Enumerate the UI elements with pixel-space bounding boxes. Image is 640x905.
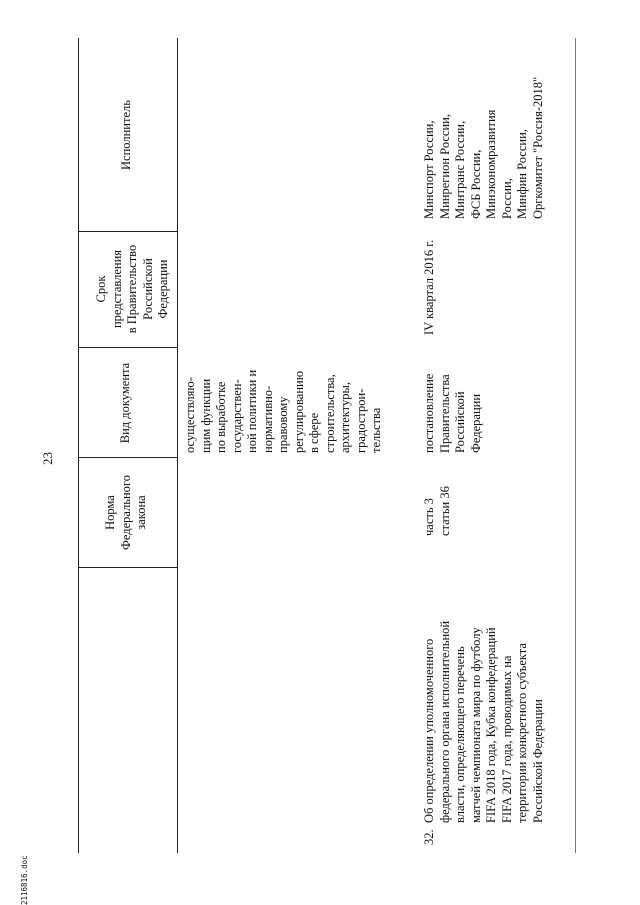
row-executor: Минспорт России, Минрегион России, Минтранс России, ФСБ России, Минэкономразвития России, Минфин России, Оргкомитет "Россия-2018": [422, 76, 545, 219]
col-divider: [78, 567, 178, 568]
row-norm: часть 3 статьи 36: [422, 486, 452, 536]
row-number: 32.: [422, 829, 436, 845]
file-id: 2116816.doc: [20, 855, 29, 905]
header-bottom-border: [177, 38, 178, 853]
header-norm: Норма Федерального закона: [103, 474, 148, 551]
table-top-border: [78, 38, 79, 853]
continuation-doc-type: осуществляю- щим функции по выработке государствен- ной политики и нормативно- правовому регулированию в сфере строительства, архитектуры, градострои- тельства: [183, 369, 383, 453]
col-divider: [78, 457, 178, 458]
table-bottom-border: [575, 38, 576, 853]
row-name: Об определении уполномоченного федерального органа исполнительной власти, определяющего перечень матчей чемпионата мира по футболу FIFA 2018 года, Кубка конфедераций FIFA 2017 года, проводимых на территории конкретного субъекта Российской Федерации: [422, 620, 545, 823]
header-doc-type: Вид документа: [118, 362, 132, 444]
row-doc-type: постановление Правительства Российской Федерации: [422, 373, 483, 453]
page-number: 23: [40, 452, 55, 465]
header-deadline: Срок представления в Правительство Российской Федерации: [94, 244, 170, 334]
header-executor: Исполнитель: [119, 100, 133, 170]
row-deadline: IV квартал 2016 г.: [422, 239, 436, 335]
col-divider: [78, 347, 178, 348]
col-divider: [78, 231, 178, 232]
